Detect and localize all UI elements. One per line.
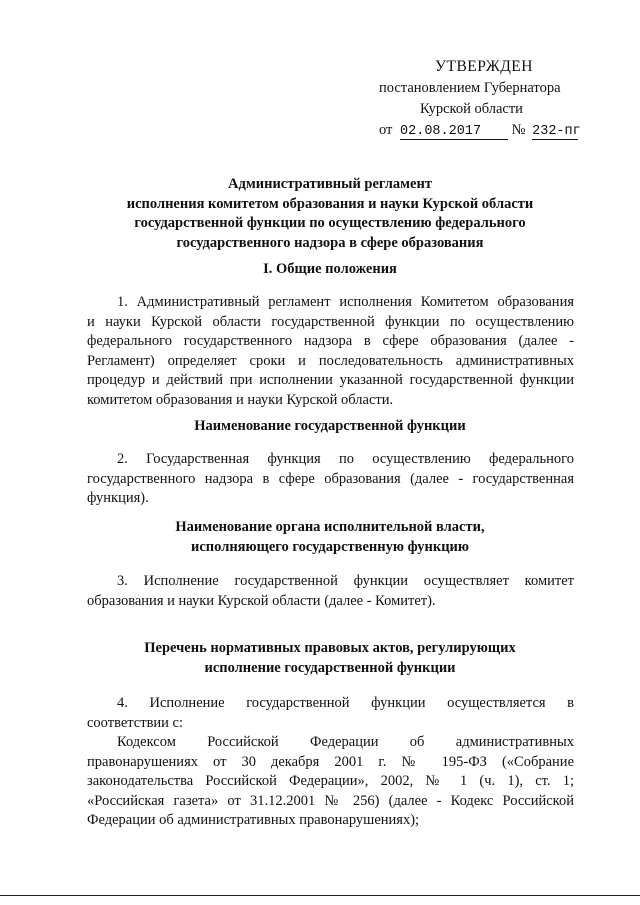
paragraph-line: 1. Административный регламент исполнения Комитетом образования <box>117 294 574 310</box>
heading-line: исполняющего государственную функцию <box>190 538 469 555</box>
paragraph-2 <box>87 450 574 509</box>
paragraph-line: федерального государственного надзора в сфере образования (далее - <box>87 333 574 349</box>
heading-line: Наименование органа исполнительной власти, <box>175 519 485 535</box>
approval-number: 232-пг <box>532 124 581 139</box>
approval-date-prefix: от <box>379 122 393 138</box>
paragraph-line: образования и науки Курской области (далее - Комитет). <box>87 592 436 609</box>
section-heading-general: I. Общие положения <box>263 261 397 277</box>
approval-date: 02.08.2017 <box>400 125 508 140</box>
heading-legal-acts <box>60 639 600 678</box>
paragraph-1 <box>87 293 574 410</box>
paragraph-line: Регламент) определяет сроки и последовательность административных <box>87 352 574 369</box>
paragraph-line: 4. Исполнение государственной функции осуществляется в <box>117 695 574 711</box>
paragraph-line: государственного надзора в сфере образования (далее - государственная <box>87 470 574 487</box>
heading-line: Перечень нормативных правовых актов, регулирующих <box>144 640 516 656</box>
scan-edge-divider <box>0 895 640 896</box>
title-line: государственной функции по осуществлению федерального <box>134 215 526 231</box>
paragraph-line: функция). <box>87 490 149 506</box>
document-title <box>60 175 600 253</box>
paragraph-4 <box>87 694 574 733</box>
paragraph-3 <box>87 572 574 611</box>
title-line: Административный регламент <box>228 176 432 192</box>
paragraph-line: и науки Курской области государственной функции по осуществлению <box>87 313 574 330</box>
paragraph-5 <box>87 733 574 831</box>
heading-line: исполнение государственной функции <box>204 659 456 676</box>
title-line: государственного надзора в сфере образования <box>176 234 484 251</box>
heading-function-name: Наименование государственной функции <box>194 418 466 434</box>
approval-number-prefix: № <box>511 122 526 138</box>
paragraph-line: «Российская газета» от 31.12.2001 № 256) (далее - Кодекс Российской <box>87 792 574 809</box>
approval-line-1: постановлением Губернатора <box>379 80 561 96</box>
paragraph-line: правонарушениях от 30 декабря 2001 г. № 195-ФЗ («Собрание <box>87 753 574 770</box>
paragraph-line: 3. Исполнение государственной функции осуществляет комитет <box>117 573 574 589</box>
paragraph-line: процедур и действий при исполнении указанной государственной функции <box>87 372 574 388</box>
paragraph-line: Кодексом Российской Федерации об административных <box>117 734 574 750</box>
paragraph-line: законодательства Российской Федерации», 2002, № 1 (ч. 1), ст. 1; <box>87 773 574 789</box>
paragraph-line: Федерации об административных правонарушениях); <box>87 812 420 828</box>
paragraph-line: комитетом образования и науки Курской области. <box>87 391 394 408</box>
paragraph-line: соответствии с: <box>87 714 184 731</box>
paragraph-line: 2. Государственная функция по осуществлению федерального <box>117 451 574 467</box>
title-line: исполнения комитетом образования и науки Курской области <box>126 195 534 212</box>
approval-title: УТВЕРЖДЕН <box>435 58 533 75</box>
approval-date-line <box>379 122 581 140</box>
approval-line-2: Курской области <box>420 101 523 117</box>
heading-executive-body <box>60 518 600 557</box>
